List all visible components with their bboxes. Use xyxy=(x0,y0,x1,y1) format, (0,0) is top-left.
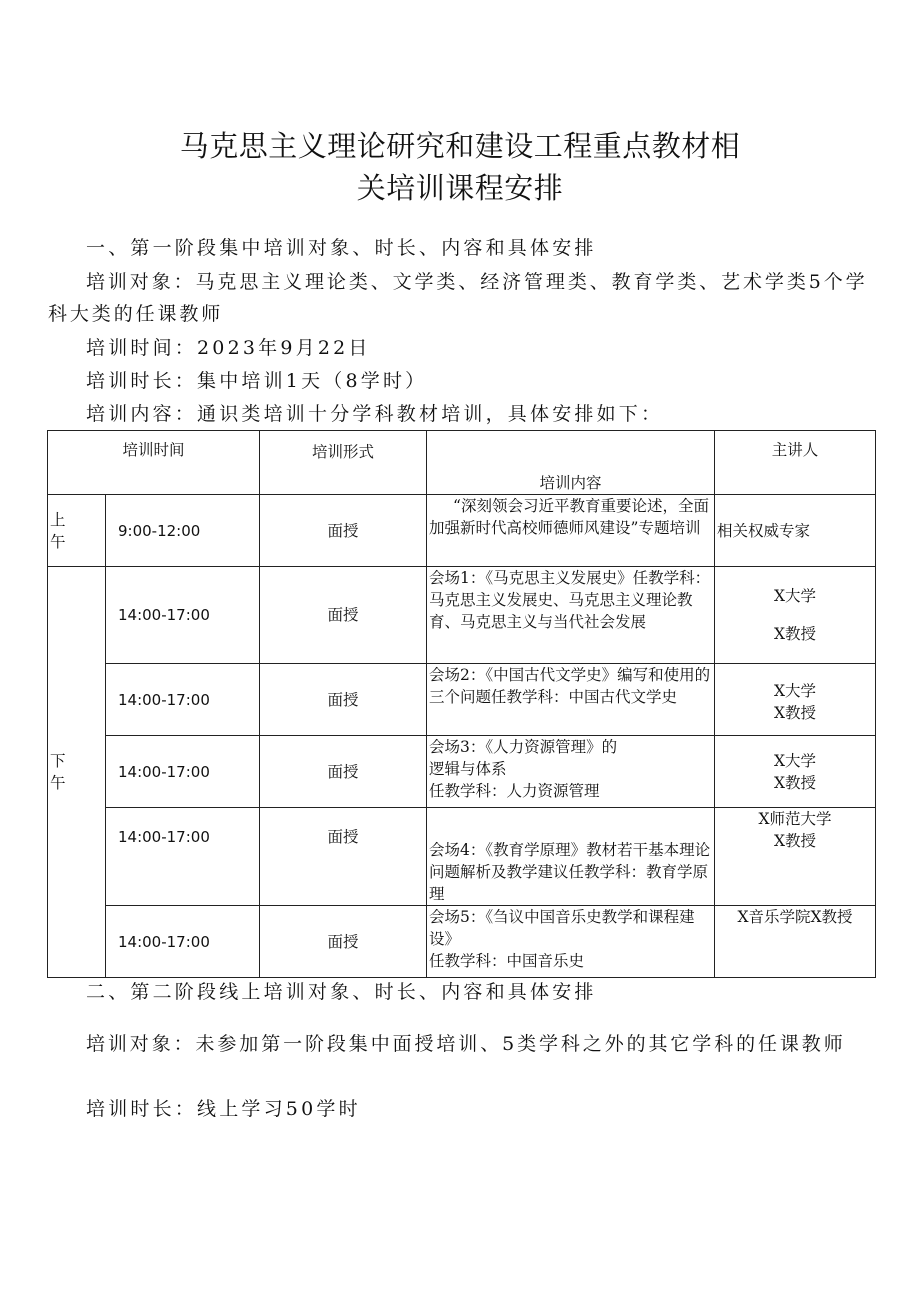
row-speaker: X师范大学 X教授 xyxy=(715,808,876,906)
section1-content: 培训内容：通识类培训十分学科教材培训，具体安排如下： xyxy=(86,403,664,425)
table-row xyxy=(48,906,876,978)
session-label-afternoon: 下午 xyxy=(48,567,106,978)
row-speaker: X音乐学院X教授 xyxy=(715,906,876,978)
row-time: 14:00-17:00 xyxy=(106,808,260,906)
row-content: 会场1：《马克思主义发展史》任教学科：马克思主义发展史、马克思主义理论教育、马克思主义与当代社会发展 xyxy=(427,567,715,664)
section2-target: 培训对象：未参加第一阶段集中面授培训、5类学科之外的其它学科的任课教师 xyxy=(86,1033,846,1055)
row-time: 14:00-17:00 xyxy=(106,567,260,664)
row-form: 面授 xyxy=(260,808,427,906)
table-row xyxy=(48,808,876,906)
row-content: 会场2：《中国古代文学史》编写和使用的三个问题任教学科：中国古代文学史 xyxy=(427,664,715,736)
row-content: 会场4：《教育学原理》教材若干基本理论问题解析及教学建议任教学科：教育学原理 xyxy=(427,808,715,906)
row-form: 面授 xyxy=(260,906,427,978)
row-form: 面授 xyxy=(260,736,427,808)
title-line-1: 马克思主义理论研究和建设工程重点教材相 xyxy=(179,129,741,163)
row-content: “深刻领会习近平教育重要论述，全面加强新时代高校师德师风建设”专题培训 xyxy=(427,495,715,567)
section1-heading: 一、第一阶段集中培训对象、时长、内容和具体安排 xyxy=(86,237,597,259)
table-header-row xyxy=(48,431,876,495)
section1-time: 培训时间：2023年9月22日 xyxy=(86,337,371,359)
header-time: 培训时间 xyxy=(48,431,260,495)
section2-heading: 二、第二阶段线上培训对象、时长、内容和具体安排 xyxy=(86,981,597,1003)
row-content: 会场5：《刍议中国音乐史教学和课程建设》 任教学科：中国音乐史 xyxy=(427,906,715,978)
target-text: 马克思主义理论类、文学类、经济管理类、教育学类、艺术学类5个学科大类的任课教师 xyxy=(48,271,868,325)
section1-target xyxy=(48,266,870,330)
row-speaker: X大学 X教授 xyxy=(715,736,876,808)
row-time: 9:00-12:00 xyxy=(106,495,260,567)
target-prefix: 培训对象： xyxy=(86,271,196,293)
table-row xyxy=(48,567,876,664)
table-row xyxy=(48,495,876,567)
section1-duration: 培训时长：集中培训1天（8学时） xyxy=(86,370,428,392)
table-row xyxy=(48,664,876,736)
row-form: 面授 xyxy=(260,664,427,736)
header-content: 培训内容 xyxy=(427,431,715,495)
table-row xyxy=(48,736,876,808)
header-form: 培训形式 xyxy=(260,431,427,495)
row-form: 面授 xyxy=(260,495,427,567)
row-speaker: X大学 X教授 xyxy=(715,664,876,736)
row-content: 会场3：《人力资源管理》的 逻辑与体系 任教学科：人力资源管理 xyxy=(427,736,715,808)
session-label-morning: 上午 xyxy=(48,495,106,567)
row-speaker: 相关权威专家 xyxy=(715,495,876,567)
title-line-2: 关培训课程安排 xyxy=(356,171,564,205)
schedule-table xyxy=(47,430,876,978)
header-speaker: 主讲人 xyxy=(715,431,876,495)
row-form: 面授 xyxy=(260,567,427,664)
section2-duration: 培训时长：线上学习50学时 xyxy=(86,1098,361,1120)
row-time: 14:00-17:00 xyxy=(106,664,260,736)
row-time: 14:00-17:00 xyxy=(106,736,260,808)
row-speaker: X大学 X教授 xyxy=(715,567,876,664)
row-time: 14:00-17:00 xyxy=(106,906,260,978)
